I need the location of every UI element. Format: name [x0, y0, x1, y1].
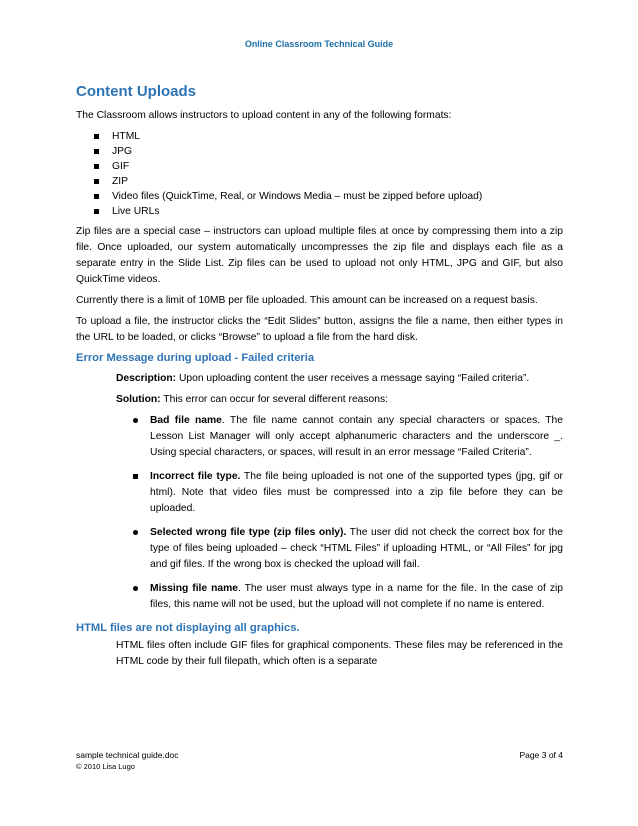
error-heading: Error Message during upload - Failed criteria — [76, 352, 315, 364]
reason-text: The file being uploaded is not one of the supported types (jpg, gif or html). Note that video files must be compressed into a zip file before they can be uploaded. — [150, 471, 563, 514]
html-paragraph: HTML files often include GIF files for graphical components. These files may be referenced in the HTML code by their full filepath, which often is a separate — [116, 640, 563, 667]
reason-label: Missing file name — [150, 583, 238, 594]
reason-text: . The file name cannot contain any special characters or spaces. The Lesson List Manager will only accept alphanumeric characters and the underscore _. Using special characters, or spaces, will result in an error message “Failed Criteria”. — [150, 415, 563, 458]
error-details — [116, 371, 563, 408]
list-item: Video files (QuickTime, Real, or Windows Media – must be zipped before upload) — [94, 189, 563, 204]
html-heading: HTML files are not displaying all graphics. — [76, 622, 300, 634]
bullet-dot-icon — [133, 418, 138, 423]
reason-label: Selected wrong file type (zip files only). — [150, 527, 347, 538]
bullet-dot-icon — [133, 530, 138, 535]
list-item — [133, 581, 563, 613]
list-item — [133, 469, 563, 517]
description-text: Upon uploading content the user receives a message saying “Failed criteria”. — [178, 373, 530, 384]
solution-text: This error can occur for several different reasons: — [163, 394, 389, 405]
reason-label: Bad file name — [150, 415, 222, 426]
section-heading: Content Uploads — [76, 83, 196, 100]
footer-left — [76, 749, 179, 773]
list-item — [133, 525, 563, 573]
bullet-dot-icon — [133, 586, 138, 591]
footer-copyright: © 2010 Lisa Lugo — [76, 762, 135, 771]
solution-label: Solution: — [116, 394, 161, 405]
description-label: Description: — [116, 373, 177, 384]
bullet-square-icon — [133, 474, 138, 479]
list-item — [133, 413, 563, 461]
solution-paragraph — [116, 392, 563, 408]
list-item: Live URLs — [94, 204, 563, 219]
limit-paragraph: Currently there is a limit of 10MB per file uploaded. This amount can be increased on a request basis. — [76, 295, 538, 306]
upload-paragraph: To upload a file, the instructor clicks the “Edit Slides” button, assigns the file a name, then either types in the URL to be loaded, or clicks “Browse” to upload a file from the hard disk. — [76, 316, 563, 343]
reason-text: The user did not check the correct box for the type of files being uploaded – check “HTML Files” if uploading HTML, or “All Files” for jpg and gif files. If the wrong box is checked the upload will fail. — [150, 527, 563, 570]
footer-filename: sample technical guide.doc — [76, 750, 179, 760]
reason-text: . The user must always type in a name for the file. In the case of zip files, this name will not be used, but the upload will not complete if no name is entered. — [150, 583, 563, 610]
reasons-list — [133, 413, 563, 613]
list-item: HTML — [94, 129, 563, 144]
list-item: JPG — [94, 144, 563, 159]
list-item: ZIP — [94, 174, 563, 189]
zip-paragraph: Zip files are a special case – instructors can upload multiple files at once by compressing them into a zip file. Once uploaded, our system automatically uncompresses the zip file and displays each file as a separate entry in the Slide List. Zip files can be used to upload not only HTML, JPG and GIF, but also QuickTime videos. — [76, 226, 563, 285]
html-details — [116, 638, 563, 670]
list-item: GIF — [94, 159, 563, 174]
reason-label: Incorrect file type. — [150, 471, 241, 482]
description-paragraph — [116, 371, 563, 387]
running-header: Online Classroom Technical Guide — [244, 39, 394, 49]
page-number: Page 3 of 4 — [519, 750, 563, 760]
formats-list — [94, 129, 563, 219]
intro-paragraph: The Classroom allows instructors to upload content in any of the following formats: — [76, 110, 452, 121]
page-content — [76, 83, 563, 675]
